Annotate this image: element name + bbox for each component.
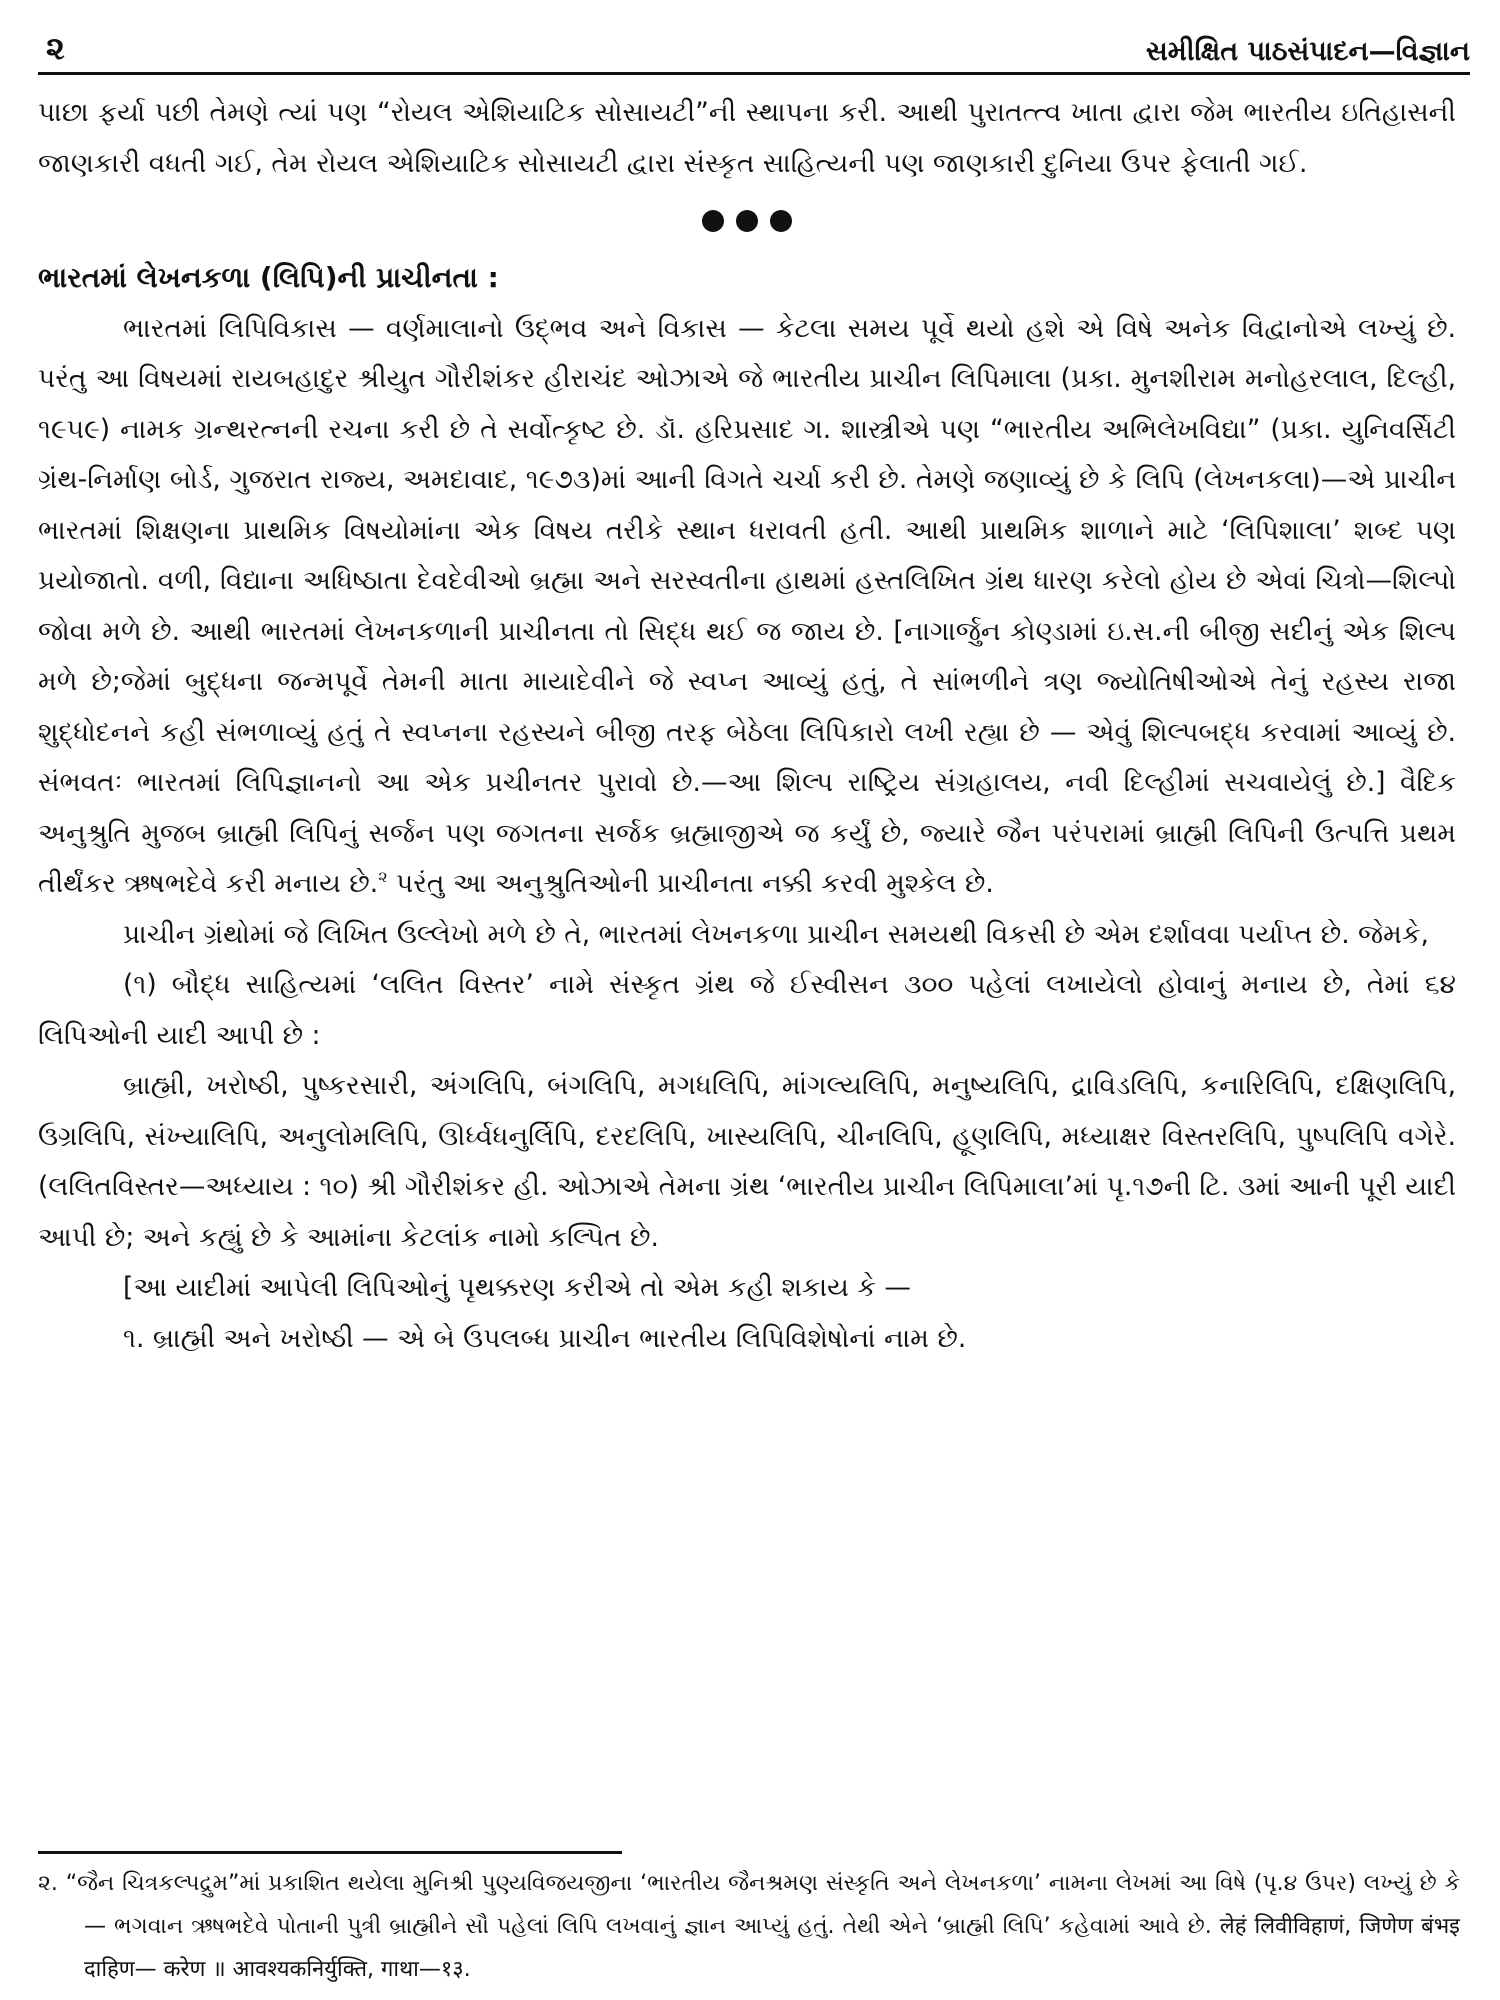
page-body	[38, 88, 1456, 1364]
footnote-reference: ૨	[378, 867, 388, 887]
paragraph-2-end: પરંતુ આ અનુશ્રુતિઓની પ્રાચીનતા નક્કી કરવી મુશ્કેલ છે.	[387, 868, 994, 899]
paragraph-2	[38, 304, 1456, 910]
paragraph-3: પ્રાચીન ગ્રંથોમાં જે લિખિત ઉલ્લેખો મળે છે તે, ભારતમાં લેખનકળા પ્રાચીન સમયથી વિકસી છે એમ દર્શાવવા પર્યાપ્ત છે. જેમકે,	[123, 918, 1429, 950]
section-separator-dots	[38, 199, 1456, 247]
page-header	[38, 28, 1470, 75]
footnote-text: ૨. “જૈન ચિત્રકલ્પદ્રુમ”માં પ્રકાશિત થયેલા મુનિશ્રી પુણ્યવિજયજીના ‘ભારતીય જૈનશ્રમણ સંસ્કૃતિ અને લેખનકળા’ નામના લેખમાં આ વિષે (પૃ.૪ ઉપર) લખ્યું છે કે — ભગવાન ઋષભદેવે પોતાની પુત્રી બ્રાહ્મીને સૌ પહેલાં લિપિ લખવાનું જ્ઞાન આપ્યું હતું. તેથી એને ‘બ્રાહ્મી લિપિ’ કહેવામાં આવે છે. लेहं लिवीविहाणं, जिणेण बंभइ दाहिण— करेण ॥ आवश्यकनिर्युक्ति, गाथा—१३.	[38, 1871, 1460, 1982]
page-number: ૨	[46, 29, 65, 67]
paragraph-1: પાછા ફર્યા પછી તેમણે ત્યાં પણ “રોયલ એશિયાટિક સોસાયટી”ની સ્થાપના કરી. આથી પુરાતત્ત્વ ખાતા દ્વારા જેમ ભારતીય ઇતિહાસની જાણકારી વધતી ગઈ, તેમ રોયલ એશિયાટિક સોસાયટી દ્વારા સંસ્કૃત સાહિત્યની પણ જાણકારી દુનિયા ઉપર ફેલાતી ગઈ.	[38, 97, 1456, 179]
section-heading: ભારતમાં લેખનકળા (લિપિ)ની પ્રાચીનતા :	[38, 261, 499, 294]
paragraph-4: (૧) બૌદ્ધ સાહિત્યમાં ‘લલિત વિસ્તર’ નામે સંસ્કૃત ગ્રંથ જે ઈસ્વીસન ૩૦૦ પહેલાં લખાયેલો હોવાનું મનાય છે, તેમાં ૬૪ લિપિઓની યાદી આપી છે :	[38, 969, 1456, 1051]
list-item-1: ૧. બ્રાહ્મી અને ખરોષ્ઠી — એ બે ઉપલબ્ધ પ્રાચીન ભારતીય લિપિવિશેષોનાં નામ છે.	[123, 1322, 967, 1354]
footnote	[38, 1862, 1460, 1991]
paragraph-2-text: ભારતમાં લિપિવિકાસ — વર્ણમાલાનો ઉદ્ભવ અને વિકાસ — કેટલા સમય પૂર્વે થયો હશે એ વિષે અનેક વિદ્વાનોએ લખ્યું છે. પરંતુ આ વિષયમાં રાયબહાદુર શ્રીયુત ગૌરીશંકર હીરાચંદ ઓઝાએ જે ભારતીય પ્રાચીન લિપિમાલા (પ્રકા. મુનશીરામ મનોહરલાલ, દિલ્હી, ૧૯૫૯) નામક ગ્રન્થરત્નની રચના કરી છે તે સર્વોત્કૃષ્ટ છે. ડૉ. હરિપ્રસાદ ગ. શાસ્ત્રીએ પણ “ભારતીય અભિલેખવિદ્યા” (પ્રકા. યુનિવર્સિટી ગ્રંથ-નિર્માણ બોર્ડ, ગુજરાત રાજ્ય, અમદાવાદ, ૧૯૭૩)માં આની વિગતે ચર્ચા કરી છે. તેમણે જણાવ્યું છે કે લિપિ (લેખનકલા)—એ પ્રાચીન ભારતમાં શિક્ષણના પ્રાથમિક વિષયોમાંના એક વિષય તરીકે સ્થાન ધરાવતી હતી. આથી પ્રાથમિક શાળાને માટે ‘લિપિશાલા’ શબ્દ પણ પ્રયોજાતો. વળી, વિદ્યાના અધિષ્ઠાતા દેવદેવીઓ બ્રહ્મા અને સરસ્વતીના હાથમાં હસ્તલિખિત ગ્રંથ ધારણ કરેલો હોય છે એવાં ચિત્રો—શિલ્પો જોવા મળે છે. આથી ભારતમાં લેખનકળાની પ્રાચીનતા તો સિદ્ધ થઈ જ જાય છે. [નાગાર્જુન કોણ્ડામાં ઇ.સ.ની બીજી સદીનું એક શિલ્પ મળે છે;જેમાં બુદ્ધના જન્મપૂર્વે તેમની માતા માયાદેવીને જે સ્વપ્ન આવ્યું હતું, તે સાંભળીને ત્રણ જ્યોતિષીઓએ તેનું રહસ્ય રાજા શુદ્ધોદનને કહી સંભળાવ્યું હતું તે સ્વપ્નના રહસ્યને બીજી તરફ બેઠેલા લિપિકારો લખી રહ્યા છે — એવું શિલ્પબદ્ધ કરવામાં આવ્યું છે. સંભવતઃ ભારતમાં લિપિજ્ઞાનનો આ એક પ્રચીનતર પુરાવો છે.—આ શિલ્પ રાષ્ટ્રિય સંગ્રહાલય, નવી દિલ્હીમાં સચવાયેલું છે.] વૈદિક અનુશ્રુતિ મુજબ બ્રાહ્મી લિપિનું સર્જન પણ જગતના સર્જક બ્રહ્માજીએ જ કર્યું છે, જ્યારે જૈન પરંપરામાં બ્રાહ્મી લિપિની ઉત્પત્તિ પ્રથમ તીર્થંકર ઋષભદેવે કરી મનાય છે.	[38, 312, 1456, 899]
script-list-paragraph: બ્રાહ્મી, ખરોષ્ઠી, પુષ્કરસારી, અંગલિપિ, બંગલિપિ, મગધલિપિ, માંગલ્યલિપિ, મનુષ્યલિપિ, દ્રાવિડલિપિ, કનારિલિપિ, દક્ષિણલિપિ, ઉગ્રલિપિ, સંખ્યાલિપિ, અનુલોમલિપિ, ઊર્ધ્વધનુર્લિપિ, દરદલિપિ, ખાસ્યલિપિ, ચીનલિપિ, હૂણલિપિ, મધ્યાક્ષર વિસ્તરલિપિ, પુષ્પલિપિ વગેરે. (લલિતવિસ્તર—અધ્યાય : ૧૦) શ્રી ગૌરીશંકર હી. ઓઝાએ તેમના ગ્રંથ ‘ભારતીય પ્રાચીન લિપિમાલા’માં પૃ.૧૭ની ટિ. ૩માં આની પૂરી યાદી આપી છે; અને કહ્યું છે કે આમાંના કેટલાંક નામો કલ્પિત છે.	[38, 1070, 1456, 1253]
paragraph-6: [આ યાદીમાં આપેલી લિપિઓનું પૃથક્કરણ કરીએ તો એમ કહી શકાય કે —	[123, 1272, 911, 1303]
footnote-divider	[38, 1851, 622, 1854]
running-title: સમીક્ષિત પાઠસંપાદન—વિજ્ઞાન	[1145, 36, 1470, 67]
